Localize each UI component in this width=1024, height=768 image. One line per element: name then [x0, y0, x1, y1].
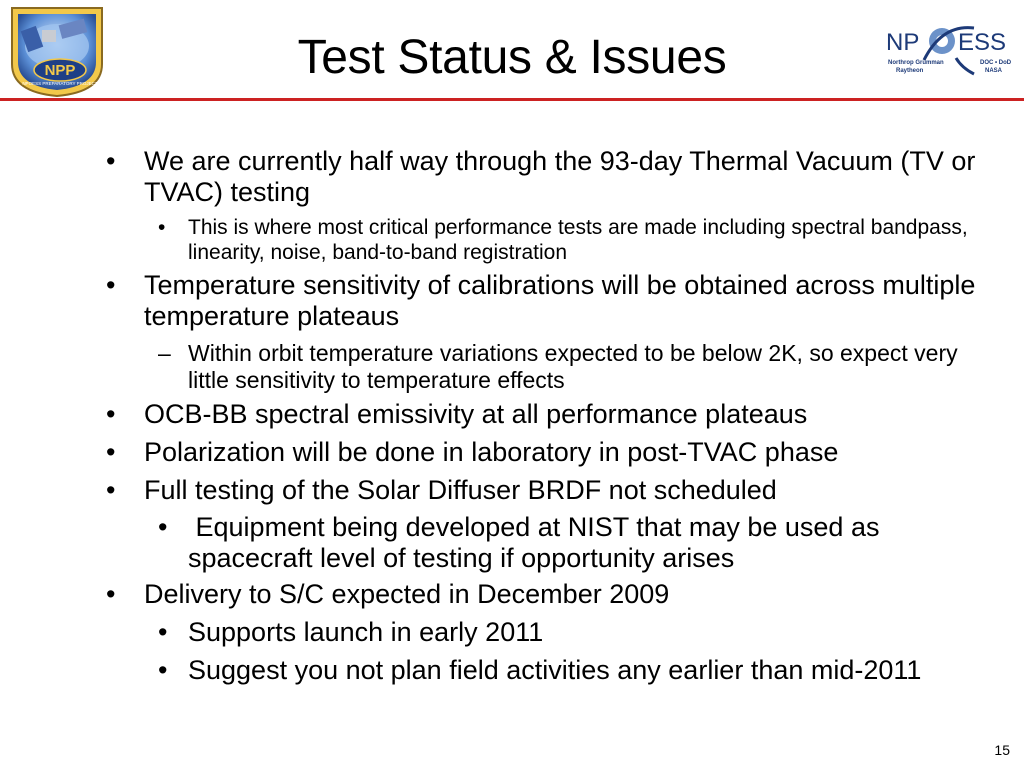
bullet-marker: •	[158, 512, 168, 542]
bullet-marker: •	[106, 270, 116, 300]
npoess-partner-2: Raytheon	[896, 68, 924, 74]
bullet-text: Within orbit temperature variations expected to be below 2K, so expect very little sensitivity to temperature effects	[188, 340, 958, 393]
npoess-partner-1: Northrop Grumman	[888, 60, 944, 66]
bullet-marker: –	[158, 340, 171, 366]
npoess-partner-3: DOC • DoD	[980, 60, 1012, 66]
bullet-text: Polarization will be done in laboratory in post-TVAC phase	[144, 437, 839, 467]
bullet-text: We are currently half way through the 93-day Thermal Vacuum (TV or TVAC) testing	[144, 146, 976, 207]
bullet-6	[106, 579, 984, 610]
sub-bullet-1	[158, 215, 978, 265]
bullet-2	[106, 270, 984, 332]
npp-logo-text: NPP	[44, 62, 76, 79]
page-number: 15	[994, 742, 1010, 758]
bullet-marker: •	[158, 216, 166, 239]
sub-bullet-3	[158, 512, 978, 574]
bullet-text: Delivery to S/C expected in December 2009	[144, 579, 670, 609]
npoess-partner-4: NASA	[985, 68, 1003, 74]
bullet-marker: •	[106, 579, 116, 609]
bullet-marker: •	[106, 475, 116, 505]
bullet-3	[106, 399, 984, 430]
bullet-1	[106, 146, 984, 208]
bullet-5	[106, 475, 984, 506]
bullet-text: Suggest you not plan field activities any earlier than mid-2011	[188, 655, 922, 685]
bullet-marker: •	[158, 655, 168, 685]
bullet-marker: •	[106, 437, 116, 467]
bullet-marker: •	[106, 399, 116, 429]
bullet-text: Temperature sensitivity of calibrations will be obtained across multiple temperature plateaus	[144, 270, 976, 331]
bullet-4	[106, 437, 984, 468]
bullet-text: Full testing of the Solar Diffuser BRDF not scheduled	[144, 475, 777, 505]
npp-logo-caption: NPOESS PREPARATORY PROJECT	[22, 81, 98, 86]
npoess-text-left: NP	[886, 29, 920, 56]
bullet-text: This is where most critical performance tests are made including spectral bandpass, linearity, noise, band-to-band registration	[188, 216, 968, 264]
bullet-marker: •	[158, 617, 168, 647]
bullet-marker: •	[106, 146, 116, 176]
sub-bullet-5	[158, 655, 928, 686]
sub-bullet-2	[158, 340, 978, 394]
sub-bullet-4	[158, 617, 978, 648]
bullet-text: Equipment being developed at NIST that may be used as spacecraft level of testing if opportunity arises	[188, 512, 887, 573]
bullet-text: OCB-BB spectral emissivity at all performance plateaus	[144, 399, 808, 429]
npoess-text-right: ESS	[958, 29, 1007, 56]
bullet-text: Supports launch in early 2011	[188, 617, 544, 647]
slide-title: Test Status & Issues	[297, 31, 727, 84]
